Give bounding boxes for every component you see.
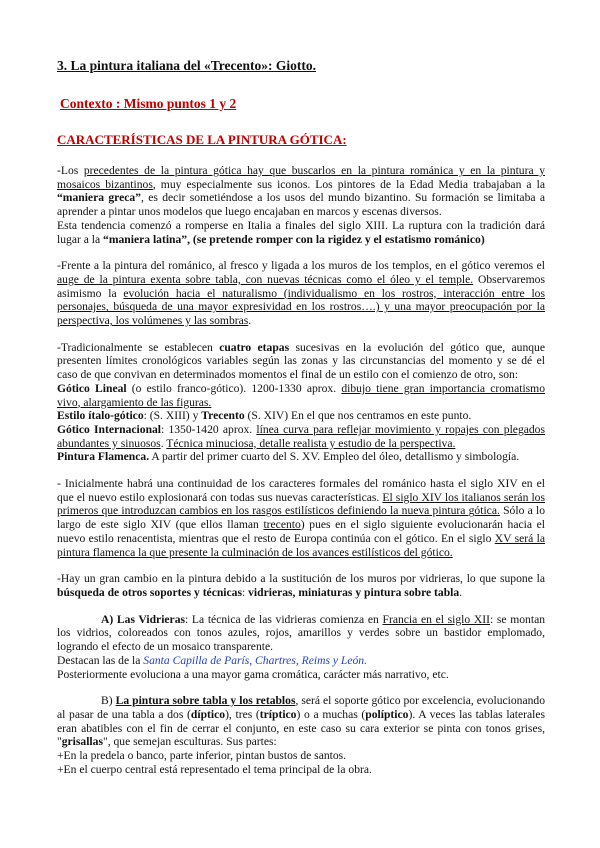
paragraph-etapas: -Tradicionalmente se establecen cuatro etapas sucesivas en la evolución del gótico que, aunque presenten límites cronológicos variables según las zonas y las circunstancias del momento y se dé el caso de que convivan en determinados momentos el final de un estilo con el comienzo de otro, son: — [57, 340, 545, 382]
paragraph-trecento: - Inicialmente habrá una continuidad de los caracteres formales del románico hasta el siglo XIV en el que el nuevo estilo explosionará con todas sus nuevas características. El siglo XIV los italianos serán los primeros que introduzcan cambios en los rasgos estilísticos definiendo la nueva pintura gótica. Sólo a lo largo de este siglo XIV (que ellos llaman trecento) pues en el siglo siguiente evolucionarán hacia el nuevo estilo renacentista, mientras que el resto de Europa continúa con el gótico. En el siglo XV será la pintura flamenca la que presente la culminación de los avances estilísticos del gótico. — [57, 477, 546, 559]
etapa-italo-gotico: Estilo ítalo-gótico: (S. XIII) y Trecento (S. XIV) En el que nos centramos en este punto. — [57, 409, 472, 423]
paragraph-tendencia: Esta tendencia comenzó a romperse en Italia a finales del siglo XIII. La ruptura con la tradición dará lugar a la “maniera latina”, (se pretende romper con la rigidez y el estatismo románico) — [57, 218, 545, 246]
document-page — [57, 58, 545, 776]
document-title: 3. La pintura italiana del «Trecento»: Giotto. — [57, 58, 316, 73]
section-vidrieras: A) Las Vidrieras: La técnica de las vidrieras comienza en Francia en el siglo XII: se montan los vidrios, coloreados con tonos azules, rojos, amarillos y verdes sobre un bastidor emplomado, logrando el efecto de un mosaico transparente. — [57, 612, 546, 654]
context-heading: Contexto : Mismo puntos 1 y 2 — [60, 96, 237, 111]
paragraph-precedentes: -Los precedentes de la pintura gótica hay que buscarlos en la pintura románica y en la pintura y mosaicos bizantinos, muy especialmente sus iconos. Los pintores de la Edad Media trabajaban a la “maniera greca”, es decir sometiéndose a los usos del mundo bizantino. Su formación se limitaba a aprender a pintar unos modelos que luego encajaban en marcos y escenas diversos. — [57, 164, 545, 219]
etapa-pintura-flamenca: Pintura Flamenca. A partir del primer cuarto del S. XV. Empleo del óleo, detallismo y simbología. — [57, 450, 520, 464]
vidrieras-evolucion: Posteriormente evoluciona a una mayor gama cromática, carácter más narrativo, etc. — [57, 667, 449, 681]
vidrieras-destacadas: Destacan las de la Santa Capilla de París, Chartres, Reims y León. — [57, 653, 367, 667]
retablo-predela: +En la predela o banco, parte inferior, pintan bustos de santos. — [57, 749, 347, 763]
etapa-gotico-internacional: Gótico Internacional: 1350-1420 aprox. línea curva para reflejar movimiento y ropajes con plegados abundantes y sinuosos. Técnica minuciosa, detalle realista y estudio de la perspectiva. — [57, 422, 545, 450]
retablo-cuerpo-central: +En el cuerpo central está representado el tema principal de la obra. — [57, 762, 372, 776]
vidrieras-list: Santa Capilla de París, Chartres, Reims y León. — [143, 653, 367, 667]
section-heading: CARACTERÍSTICAS DE LA PINTURA GÓTICA: — [57, 132, 347, 147]
paragraph-soportes: -Hay un gran cambio en la pintura debido a la sustitución de los muros por vidrieras, lo que supone la búsqueda de otros soportes y técnicas: vidrieras, miniaturas y pintura sobre tabla. — [57, 572, 545, 599]
section-tabla-retablos: B) La pintura sobre tabla y los retablos, será el soporte gótico por excelencia, evolucionando al pasar de una tabla a dos (díptico), tres (tríptico) o a muchas (políptico). A veces las tablas laterales eran abatibles con el fin de cerrar el conjunto, en este caso su cara exterior se pinta con tonos grises, "grisallas", que semejan esculturas. Sus partes: — [57, 694, 545, 749]
paragraph-frente: -Frente a la pintura del románico, al fresco y ligada a los muros de los templos, en el gótico veremos el auge de la pintura exenta sobre tabla, con nuevas técnicas como el óleo y el temple. Observaremos asimismo la evolución hacia el naturalismo (individualismo en los rostros, interacción entre los personajes, búsqueda de una mayor expresividad en los rostros….) y una mayor preocupación por la perspectiva, los volúmenes y las sombras. — [57, 259, 545, 328]
etapa-gotico-lineal: Gótico Lineal (o estilo franco-gótico). 1200-1330 aprox. dibujo tiene gran importancia cromatismo vivo, alargamiento de las figuras. — [57, 381, 545, 409]
